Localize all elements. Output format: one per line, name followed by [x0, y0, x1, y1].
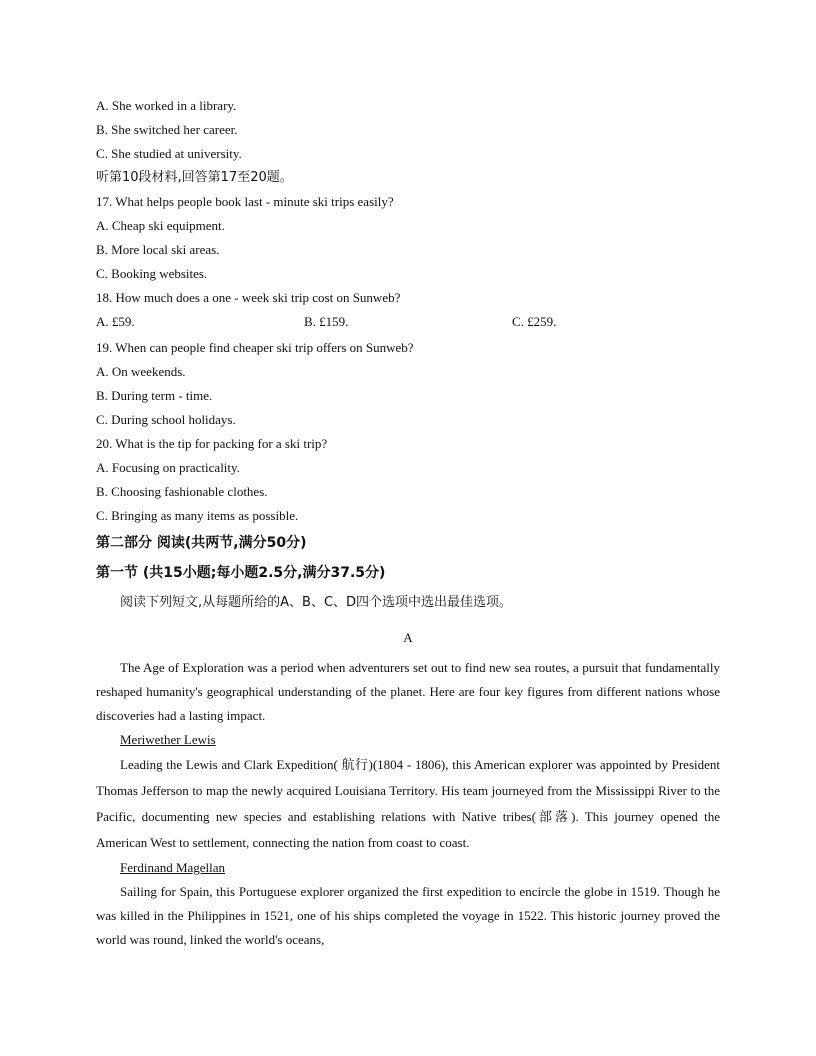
explorer-paragraph: Leading the Lewis and Clark Expedition( 航行)(1804 - 1806), this American explorer was appointed by President Thomas Jefferson to map the newly acquired Louisiana Territory. His team journeyed from the Mississippi River to the Pacific, documenting new species and establishing relations with Native tribes(部落). This journey opened the American West to settlement, connecting the nation from coast to coast.	[96, 757, 720, 850]
question-19	[96, 336, 720, 432]
q16-options	[96, 94, 720, 166]
section1-heading: 第一节 (共15小题;每小题2.5分,满分37.5分)	[96, 565, 386, 581]
option-b: B. During term - time.	[96, 388, 213, 403]
option-c: C. £259.	[512, 314, 557, 329]
explorer-name-text: Meriwether Lewis	[120, 732, 216, 747]
part2-heading: 第二部分 阅读(共两节,满分50分)	[96, 535, 307, 551]
option-c: C. Booking websites.	[96, 266, 208, 281]
option-c: C. She studied at university.	[96, 146, 242, 161]
explorer-name-text: Ferdinand Magellan	[120, 860, 226, 875]
option-b: B. She switched her career.	[96, 122, 238, 137]
question-text: 20. What is the tip for packing for a ski trip?	[96, 436, 328, 451]
option-b: B. More local ski areas.	[96, 242, 220, 257]
option-a: A. On weekends.	[96, 364, 186, 379]
question-18	[96, 286, 720, 336]
section10-intro: 听第10段材料,回答第17至20题。	[96, 170, 293, 185]
instructions: 阅读下列短文,从每题所给的A、B、C、D四个选项中选出最佳选项。	[120, 595, 513, 610]
option-a: A. She worked in a library.	[96, 98, 237, 113]
option-a: A. £59.	[96, 314, 135, 329]
option-c: C. During school holidays.	[96, 412, 236, 427]
option-a: A. Focusing on practicality.	[96, 460, 240, 475]
question-text: 17. What helps people book last - minute ski trips easily?	[96, 194, 394, 209]
question-text: 18. How much does a one - week ski trip cost on Sunweb?	[96, 290, 401, 305]
explorer-name	[96, 728, 720, 752]
question-17	[96, 190, 720, 286]
passage-a	[96, 626, 720, 952]
question-20	[96, 432, 720, 528]
option-a: A. Cheap ski equipment.	[96, 218, 225, 233]
explorer-paragraph: Sailing for Spain, this Portuguese explorer organized the first expedition to encircle the globe in 1519. Though he was killed in the Philippines in 1521, one of his ships completed the voyage in 1522. This historic journey proved the world was round, linked the world's oceans,	[96, 884, 720, 947]
exam-page	[96, 94, 720, 952]
option-c: C. Bringing as many items as possible.	[96, 508, 299, 523]
passage-intro: The Age of Exploration was a period when adventurers set out to find new sea routes, a pursuit that fundamentally reshaped humanity's geographical understanding of the planet. Here are four key figures from different nations whose discoveries had a lasting impact.	[96, 660, 720, 723]
explorer-name	[96, 856, 720, 880]
options-row	[96, 310, 720, 336]
question-text: 19. When can people find cheaper ski trip offers on Sunweb?	[96, 340, 414, 355]
option-b: B. £159.	[304, 314, 349, 329]
passage-letter: A	[403, 630, 413, 645]
option-b: B. Choosing fashionable clothes.	[96, 484, 268, 499]
